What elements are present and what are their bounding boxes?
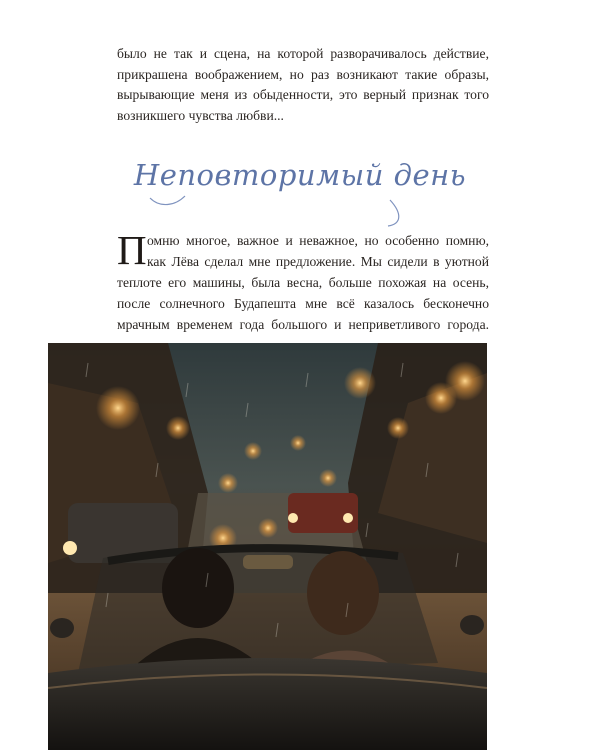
text-line: после солнечного Будапешта мне всё казалось бесконечно [117, 296, 489, 311]
text-line: было не так и сцена, на которой разворачивалось действие, [117, 46, 489, 61]
text-line: вырывающие меня из обыденности, это верный признак того [117, 87, 489, 102]
text-line: омню многое, важное и неважное, но особенно помню, [147, 233, 489, 248]
chapter-heading: Неповторимый день [133, 158, 467, 192]
text-line: прикрашена воображением, но раз возникают такие образы, [117, 66, 489, 82]
drop-cap: П [117, 227, 147, 273]
text-line: возникшего чувства любви... [117, 107, 284, 123]
text-line: мрачным временем года большого и неприветливого города. [117, 317, 489, 332]
text-line: как Лёва сделал мне предложение. Мы сидели в уютной [147, 254, 489, 269]
illustration-image [48, 343, 487, 750]
main-paragraph [117, 227, 489, 335]
top-paragraph [117, 44, 489, 126]
night-street-car-illustration [48, 343, 487, 750]
text-line: теплоте его машины, была весна, больше похожая на осень, [117, 275, 489, 290]
